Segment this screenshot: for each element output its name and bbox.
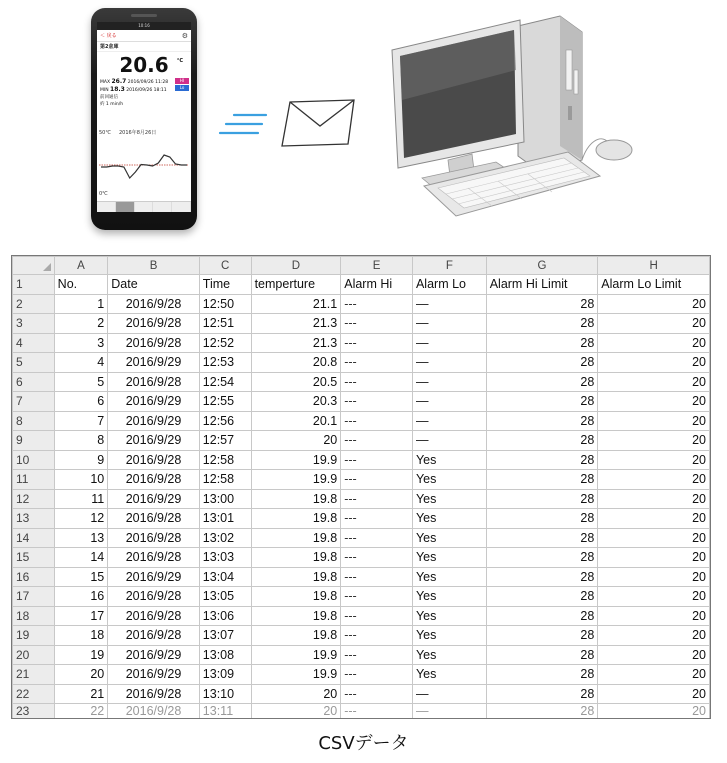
data-cell-hil[interactable]: 28 [486,450,598,470]
data-cell-lol[interactable]: 20 [598,333,710,353]
temperature-unit: °C [176,58,183,64]
data-cell-date[interactable]: 2016/9/28 [108,587,200,607]
data-cell-lo[interactable]: Yes [412,528,486,548]
smartphone-illustration [91,8,197,230]
data-cell-hil[interactable]: 28 [486,587,598,607]
row-header[interactable]: 17 [13,587,55,607]
phone-nav-bar [97,30,191,42]
data-cell-lo[interactable]: — [412,684,486,704]
data-cell-temp[interactable]: 19.9 [251,645,341,665]
table-row [13,333,710,353]
data-cell-hil[interactable]: 28 [486,411,598,431]
row-header[interactable]: 3 [13,314,55,334]
data-cell-time[interactable]: 13:04 [199,567,251,587]
data-cell-no[interactable]: 21 [54,684,108,704]
min-label: MIN [100,88,109,93]
phone-tab[interactable] [135,202,154,212]
data-cell-no[interactable]: 6 [54,392,108,412]
data-cell-hi[interactable]: --- [341,314,413,334]
data-cell-temp[interactable]: 19.8 [251,606,341,626]
data-cell-no[interactable]: 9 [54,450,108,470]
data-cell-time[interactable]: 13:11 [199,704,251,719]
data-cell-hil[interactable]: 28 [486,333,598,353]
data-cell-time[interactable]: 13:10 [199,684,251,704]
column-header[interactable]: G [486,257,598,275]
table-row [13,294,710,314]
field-header-cell[interactable]: Alarm Hi Limit [486,275,598,295]
row-header[interactable]: 11 [13,470,55,490]
data-cell-date[interactable]: 2016/9/28 [108,314,200,334]
data-cell-date[interactable]: 2016/9/29 [108,567,200,587]
row-header[interactable]: 19 [13,626,55,646]
temperature-trend-chart [97,127,191,197]
data-cell-lol[interactable]: 20 [598,567,710,587]
data-cell-time[interactable]: 12:58 [199,470,251,490]
data-cell-hil[interactable]: 28 [486,528,598,548]
phone-tab[interactable] [97,202,116,212]
data-cell-temp[interactable]: 20 [251,431,341,451]
table-row [13,626,710,646]
data-cell-time[interactable]: 12:50 [199,294,251,314]
phone-speaker [131,14,157,17]
table-row [13,275,710,295]
data-cell-hil[interactable]: 28 [486,704,598,719]
alarm-badges [175,78,189,92]
table-row [13,509,710,529]
data-cell-temp[interactable]: 19.8 [251,626,341,646]
data-cell-lol[interactable]: 20 [598,704,710,719]
data-cell-hi[interactable]: --- [341,645,413,665]
data-cell-date[interactable]: 2016/9/29 [108,411,200,431]
field-header-cell[interactable]: Alarm Lo Limit [598,275,710,295]
phone-tab-bar [97,201,191,212]
data-cell-lo[interactable]: Yes [412,450,486,470]
data-cell-no[interactable]: 15 [54,567,108,587]
data-cell-time[interactable]: 12:53 [199,353,251,373]
data-cell-date[interactable]: 2016/9/29 [108,665,200,685]
data-cell-temp[interactable]: 20.8 [251,353,341,373]
data-cell-date[interactable]: 2016/9/28 [108,626,200,646]
data-cell-lol[interactable]: 20 [598,294,710,314]
select-all-corner[interactable] [13,257,55,275]
column-header[interactable]: A [54,257,108,275]
row-header[interactable]: 12 [13,489,55,509]
data-cell-no[interactable]: 12 [54,509,108,529]
data-cell-lo[interactable]: — [412,372,486,392]
back-button[interactable]: ＜ 戻る [100,33,117,39]
alarm-lo-badge: Lo [175,85,189,91]
data-cell-temp[interactable]: 19.9 [251,450,341,470]
data-cell-time[interactable]: 13:01 [199,509,251,529]
table-row [13,353,710,373]
data-cell-time[interactable]: 12:52 [199,333,251,353]
data-cell-hi[interactable]: --- [341,606,413,626]
data-cell-lo[interactable]: — [412,704,486,719]
data-cell-lol[interactable]: 20 [598,314,710,334]
data-cell-hi[interactable]: --- [341,528,413,548]
row-header[interactable]: 14 [13,528,55,548]
row-header[interactable]: 20 [13,645,55,665]
data-cell-lol[interactable]: 20 [598,606,710,626]
data-cell-temp[interactable]: 20 [251,704,341,719]
data-cell-hi[interactable]: --- [341,333,413,353]
data-cell-temp[interactable]: 19.8 [251,567,341,587]
row-header[interactable]: 9 [13,431,55,451]
column-header[interactable]: F [412,257,486,275]
data-cell-lo[interactable]: Yes [412,567,486,587]
data-cell-date[interactable]: 2016/9/28 [108,606,200,626]
data-cell-hi[interactable]: --- [341,665,413,685]
data-cell-lol[interactable]: 20 [598,684,710,704]
data-cell-hil[interactable]: 28 [486,567,598,587]
data-cell-date[interactable]: 2016/9/28 [108,548,200,568]
table-row [13,314,710,334]
data-cell-time[interactable]: 12:57 [199,431,251,451]
field-header-cell[interactable]: Alarm Hi [341,275,413,295]
data-cell-hil[interactable]: 28 [486,314,598,334]
data-cell-lo[interactable]: Yes [412,645,486,665]
data-cell-lol[interactable]: 20 [598,470,710,490]
data-cell-no[interactable]: 2 [54,314,108,334]
data-cell-lol[interactable]: 20 [598,665,710,685]
field-header-cell[interactable]: Alarm Lo [412,275,486,295]
data-cell-time[interactable]: 12:58 [199,450,251,470]
data-cell-lol[interactable]: 20 [598,509,710,529]
data-cell-temp[interactable]: 20.3 [251,392,341,412]
phone-tab[interactable] [172,202,191,212]
data-cell-hi[interactable]: --- [341,431,413,451]
data-cell-hi[interactable]: --- [341,372,413,392]
data-cell-lol[interactable]: 20 [598,645,710,665]
data-cell-lo[interactable]: — [412,431,486,451]
data-cell-temp[interactable]: 19.8 [251,528,341,548]
data-cell-lo[interactable]: — [412,353,486,373]
table-row [13,372,710,392]
chart-bottom-label: 0℃ [99,191,108,197]
data-cell-lo[interactable]: Yes [412,626,486,646]
phone-tab-active[interactable] [116,202,135,212]
data-cell-lol[interactable]: 20 [598,450,710,470]
row-header[interactable]: 6 [13,372,55,392]
data-cell-temp[interactable]: 20.1 [251,411,341,431]
data-cell-hil[interactable]: 28 [486,684,598,704]
phone-screen [97,22,191,212]
data-cell-lo[interactable]: — [412,314,486,334]
chart-top-label: 50℃ [99,130,111,136]
row-header[interactable]: 4 [13,333,55,353]
data-cell-hi[interactable]: --- [341,489,413,509]
column-header-row [13,257,710,275]
data-cell-hi[interactable]: --- [341,626,413,646]
table-row [13,392,710,412]
data-cell-hil[interactable]: 28 [486,431,598,451]
gear-icon[interactable]: ⚙ [181,31,188,40]
data-cell-hil[interactable]: 28 [486,665,598,685]
data-cell-no[interactable]: 20 [54,665,108,685]
data-cell-lol[interactable]: 20 [598,411,710,431]
column-header[interactable]: C [199,257,251,275]
data-cell-temp[interactable]: 19.8 [251,489,341,509]
data-cell-no[interactable]: 14 [54,548,108,568]
data-cell-date[interactable]: 2016/9/28 [108,509,200,529]
data-cell-temp[interactable]: 21.1 [251,294,341,314]
data-cell-hi[interactable]: --- [341,567,413,587]
mail-envelope-icon [280,98,358,148]
data-cell-no[interactable]: 17 [54,606,108,626]
data-cell-date[interactable]: 2016/9/28 [108,372,200,392]
data-cell-no[interactable]: 18 [54,626,108,646]
temperature-value: 20.6 [119,53,169,77]
data-cell-lol[interactable]: 20 [598,587,710,607]
data-cell-time[interactable]: 12:54 [199,372,251,392]
column-header[interactable]: B [108,257,200,275]
data-cell-no[interactable]: 19 [54,645,108,665]
data-cell-time[interactable]: 12:51 [199,314,251,334]
data-cell-hil[interactable]: 28 [486,489,598,509]
data-cell-lo[interactable]: Yes [412,470,486,490]
table-row [13,411,710,431]
data-cell-date[interactable]: 2016/9/28 [108,684,200,704]
field-header-cell[interactable]: temperture [251,275,341,295]
row-header[interactable]: 8 [13,411,55,431]
data-cell-date[interactable]: 2016/9/28 [108,450,200,470]
min-value: 18.3 [110,86,125,93]
row-header[interactable]: 23 [13,704,55,719]
data-cell-hi[interactable]: --- [341,509,413,529]
data-cell-lol[interactable]: 20 [598,353,710,373]
data-cell-date[interactable]: 2016/9/28 [108,333,200,353]
data-cell-time[interactable]: 13:02 [199,528,251,548]
column-header[interactable]: E [341,257,413,275]
transmission-waves-icon [218,111,268,137]
data-cell-no[interactable]: 7 [54,411,108,431]
row-header[interactable]: 5 [13,353,55,373]
data-cell-hil[interactable]: 28 [486,392,598,412]
data-cell-time[interactable]: 13:00 [199,489,251,509]
data-cell-hi[interactable]: --- [341,548,413,568]
table-row [13,431,710,451]
data-cell-time[interactable]: 12:56 [199,411,251,431]
table-row [13,665,710,685]
field-header-cell[interactable]: Date [108,275,200,295]
data-cell-date[interactable]: 2016/9/29 [108,645,200,665]
table-row [13,450,710,470]
data-cell-temp[interactable]: 20.5 [251,372,341,392]
table-row [13,567,710,587]
data-cell-date[interactable]: 2016/9/29 [108,489,200,509]
data-cell-hi[interactable]: --- [341,470,413,490]
data-cell-hil[interactable]: 28 [486,509,598,529]
data-cell-lo[interactable]: — [412,411,486,431]
table-row [13,606,710,626]
data-cell-lol[interactable]: 20 [598,548,710,568]
table-row [13,587,710,607]
data-cell-temp[interactable]: 19.8 [251,509,341,529]
data-cell-date[interactable]: 2016/9/28 [108,704,200,719]
phone-tab[interactable] [153,202,172,212]
table-row [13,470,710,490]
data-cell-hi[interactable]: --- [341,411,413,431]
data-cell-hil[interactable]: 28 [486,372,598,392]
data-cell-no[interactable]: 3 [54,333,108,353]
data-cell-hil[interactable]: 28 [486,626,598,646]
data-cell-hil[interactable]: 28 [486,548,598,568]
data-cell-lol[interactable]: 20 [598,372,710,392]
data-cell-date[interactable]: 2016/9/29 [108,353,200,373]
data-cell-hi[interactable]: --- [341,587,413,607]
data-cell-hi[interactable]: --- [341,392,413,412]
data-cell-hil[interactable]: 28 [486,294,598,314]
data-cell-no[interactable]: 13 [54,528,108,548]
figure-caption: CSVデータ [318,733,409,754]
data-cell-date[interactable]: 2016/9/29 [108,431,200,451]
row-header[interactable]: 22 [13,684,55,704]
data-cell-temp[interactable]: 21.3 [251,314,341,334]
data-cell-no[interactable]: 11 [54,489,108,509]
data-cell-lol[interactable]: 20 [598,489,710,509]
data-cell-temp[interactable]: 19.8 [251,548,341,568]
data-cell-lo[interactable]: — [412,294,486,314]
table-row [13,704,710,719]
data-cell-lo[interactable]: Yes [412,665,486,685]
data-cell-temp[interactable]: 20 [251,684,341,704]
current-temperature [97,52,191,78]
trend-line [101,155,187,178]
field-header-cell[interactable]: Time [199,275,251,295]
row-header[interactable]: 1 [13,275,55,295]
phone-status-bar: 10:16 [97,22,191,30]
row-header[interactable]: 13 [13,509,55,529]
spreadsheet-grid [12,256,710,719]
column-header[interactable]: D [251,257,341,275]
data-cell-date[interactable]: 2016/9/28 [108,470,200,490]
min-max-panel [97,78,191,108]
data-cell-no[interactable]: 16 [54,587,108,607]
data-cell-lo[interactable]: Yes [412,509,486,529]
data-cell-time[interactable]: 13:08 [199,645,251,665]
row-header[interactable]: 18 [13,606,55,626]
data-cell-time[interactable]: 13:05 [199,587,251,607]
data-cell-no[interactable]: 4 [54,353,108,373]
data-cell-lo[interactable]: Yes [412,587,486,607]
status-line-1: 前回通信 [100,95,118,100]
row-header[interactable]: 16 [13,567,55,587]
data-cell-hil[interactable]: 28 [486,470,598,490]
data-cell-hil[interactable]: 28 [486,606,598,626]
data-cell-lo[interactable]: Yes [412,548,486,568]
data-cell-hi[interactable]: --- [341,704,413,719]
data-cell-lo[interactable]: Yes [412,606,486,626]
chart-date: 2016年8月26日 [119,130,157,136]
data-cell-date[interactable]: 2016/9/28 [108,528,200,548]
data-cell-no[interactable]: 8 [54,431,108,451]
status-line-2: 約 1 min/h [100,102,124,107]
row-header[interactable]: 10 [13,450,55,470]
data-cell-no[interactable]: 22 [54,704,108,719]
csv-spreadsheet [11,255,711,719]
data-cell-time[interactable]: 13:07 [199,626,251,646]
table-row [13,528,710,548]
table-row [13,645,710,665]
data-cell-time[interactable]: 13:09 [199,665,251,685]
data-cell-temp[interactable]: 21.3 [251,333,341,353]
row-header[interactable]: 2 [13,294,55,314]
row-header[interactable]: 21 [13,665,55,685]
data-cell-no[interactable]: 10 [54,470,108,490]
alarm-hi-badge: HI [175,78,189,84]
data-cell-lo[interactable]: — [412,333,486,353]
min-time: 2016/09/26 18:11 [126,88,167,93]
table-row [13,548,710,568]
data-cell-hi[interactable]: --- [341,353,413,373]
data-cell-lo[interactable]: Yes [412,489,486,509]
table-row [13,489,710,509]
data-cell-time[interactable]: 12:55 [199,392,251,412]
data-cell-lol[interactable]: 20 [598,626,710,646]
row-header[interactable]: 7 [13,392,55,412]
data-cell-time[interactable]: 13:06 [199,606,251,626]
data-cell-hi[interactable]: --- [341,684,413,704]
row-header[interactable]: 15 [13,548,55,568]
data-cell-temp[interactable]: 19.9 [251,470,341,490]
data-cell-temp[interactable]: 19.8 [251,587,341,607]
max-label: MAX [100,80,111,85]
data-cell-lol[interactable]: 20 [598,431,710,451]
data-cell-date[interactable]: 2016/9/29 [108,392,200,412]
data-cell-date[interactable]: 2016/9/28 [108,294,200,314]
data-cell-no[interactable]: 5 [54,372,108,392]
data-cell-hil[interactable]: 28 [486,645,598,665]
data-cell-no[interactable]: 1 [54,294,108,314]
field-header-cell[interactable]: No. [54,275,108,295]
max-value: 26.7 [111,78,127,85]
max-time: 2016/09/26 11:28 [127,80,169,85]
data-cell-lol[interactable]: 20 [598,528,710,548]
column-header[interactable]: H [598,257,710,275]
data-cell-hi[interactable]: --- [341,450,413,470]
desktop-computer-icon [388,10,638,225]
table-row [13,684,710,704]
data-cell-temp[interactable]: 19.9 [251,665,341,685]
data-cell-hil[interactable]: 28 [486,353,598,373]
data-cell-lo[interactable]: — [412,392,486,412]
data-cell-time[interactable]: 13:03 [199,548,251,568]
data-cell-lol[interactable]: 20 [598,392,710,412]
device-name: 第2倉庫 [97,42,191,52]
data-cell-hi[interactable]: --- [341,294,413,314]
